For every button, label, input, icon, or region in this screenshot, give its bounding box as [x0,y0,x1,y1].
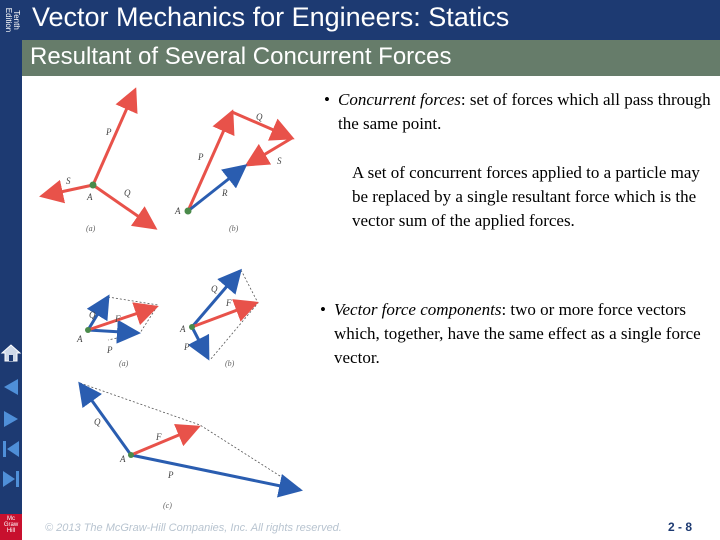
bullet-dot: • [320,300,326,319]
label-P-4: P [184,342,190,352]
bullet-vector-components [320,298,714,370]
figure-components-c [80,383,302,510]
label-Q-1: Q [124,188,131,198]
label-A-3: A [77,334,83,344]
label-R-2: R [222,188,228,198]
figure-concurrent-b [174,112,292,233]
label-A-1: A [87,192,93,202]
definition-concurrent-forces: : set of forces which all pass through the same point. [338,90,711,133]
label-F-3: F [115,314,121,324]
caption-b-1: (b) [229,224,239,233]
label-Q-4: Q [211,284,218,294]
term-concurrent-forces: Concurrent forces [338,90,461,109]
publisher-logo: Mc Graw Hill [0,514,22,540]
label-P-5: P [168,470,174,480]
bullet-concurrent-forces [324,88,713,136]
caption-a-2: (a) [119,359,129,368]
caption-c: (c) [163,501,172,510]
label-A-2: A [175,206,181,216]
label-P-2: P [198,152,204,162]
label-S-1: S [66,176,71,186]
edition-line2: Edition [4,7,13,33]
paragraph-resultant: A set of concurrent forces applied to a particle may be replaced by a single resultant force which is the vector sum of the applied forces. [352,163,700,230]
bullet-dot: • [324,90,330,109]
label-P-3: P [107,345,113,355]
label-A-5: A [120,454,126,464]
term-vector-components: Vector force components [334,300,502,319]
caption-b-2: (b) [225,359,235,368]
figure-components-a [76,297,158,368]
page-number: 2 - 8 [668,520,693,534]
label-S-2: S [277,156,282,166]
slide-subtitle: Resultant of Several Concurrent Forces [30,43,452,70]
edition-line1: Tenth [12,10,21,30]
label-F-4: F [226,298,232,308]
copyright-footer: © 2013 The McGraw-Hill Companies, Inc. All rights reserved. [45,522,342,534]
definition-vector-components: : two or more force vectors which, together, have the same effect as a single force vector. [334,300,701,367]
figure-components-b [179,270,258,368]
label-F-5: F [156,432,162,442]
caption-a-1: (a) [86,224,96,233]
label-A-4: A [180,324,186,334]
label-Q-2: Q [256,112,263,122]
page-title: Vector Mechanics for Engineers: Statics [32,2,510,32]
label-Q-3: Q [89,310,96,320]
figure-concurrent-a [42,90,155,233]
label-Q-5: Q [94,417,101,427]
label-P-1: P [106,127,112,137]
